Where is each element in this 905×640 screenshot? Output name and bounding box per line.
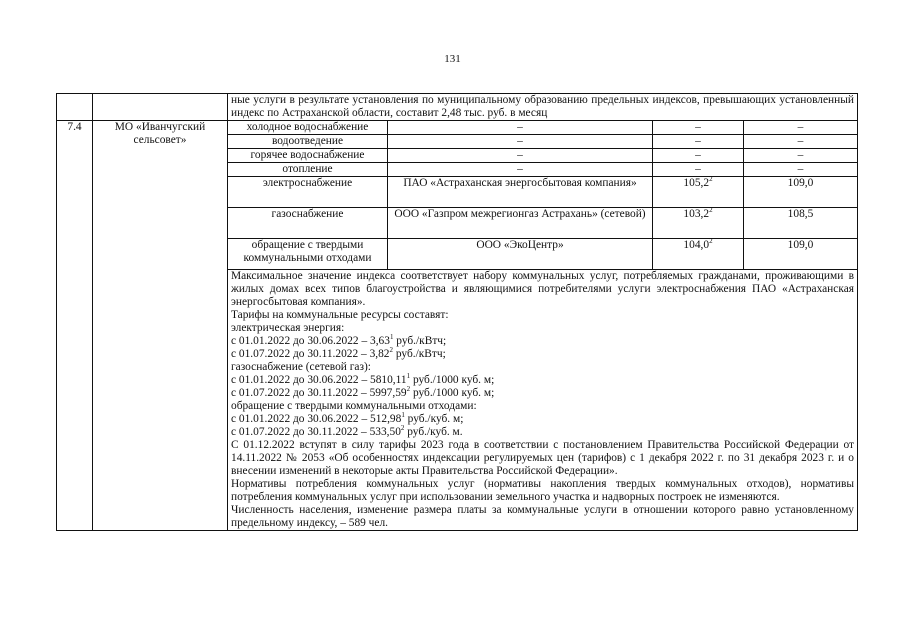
waste-tariff-1: с 01.01.2022 до 30.06.2022 – 512,98 [231,413,402,425]
row-number: 7.4 [57,121,93,531]
service-row [57,121,858,135]
tariff-unit: руб./1000 куб. м; [410,374,495,386]
service-index-2022-cell [653,177,744,208]
tariff-table [56,93,858,531]
electricity-heading: электрическая энергия: [231,322,345,334]
population-paragraph: Численность населения, изменение размера платы за коммунальные услуги в отношении которого равно установленному предельному индексу, – 589 чел. [231,504,854,529]
municipality-name: МО «Иванчугский сельсовет» [93,121,228,531]
waste-heading: обращение с твердыми коммунальными отходами: [231,400,477,412]
empty-number-cell [57,94,93,121]
footnote-mark: 2 [389,346,394,355]
footnote-mark: 2 [709,237,713,246]
service-index-2022: – [653,149,744,163]
service-name: электроснабжение [228,177,388,208]
gas-tariff-1: с 01.01.2022 до 30.06.2022 – 5810,11 [231,374,407,386]
tariffs-2023-paragraph: С 01.12.2022 вступят в силу тарифы 2023 года в соответствии с постановлением Правительства Российской Федерации от 14.11.2022 № 2053 «Об особенностях индексации регулируемых цен (тарифов) с 1 декабря 2022 г. по 31 декабря 2023 г. и о внесении изменений в некоторые акты Правительства Российской Федерации». [231,439,854,477]
tariff-unit: руб./куб. м. [404,426,463,438]
service-index-2023: – [744,149,858,163]
footnote-mark: 2 [400,424,405,433]
gas-tariff-line [231,374,854,387]
service-organization: – [388,163,653,177]
footnote-mark: 1 [389,333,394,342]
footnote-mark: 2 [709,175,713,184]
tariff-unit: руб./кВтч; [393,348,446,360]
service-index-2022-cell [653,208,744,239]
tariff-unit: руб./1000 куб. м; [410,387,495,399]
service-index-2022: 105,2 [683,177,710,189]
footnote-mark: 2 [709,206,713,215]
service-index-2023: – [744,135,858,149]
continuation-row [57,94,858,121]
service-index-2022: – [653,135,744,149]
details-text-block [228,270,858,531]
service-index-2022: 104,0 [683,239,710,251]
service-index-2023: – [744,121,858,135]
service-name: горячее водоснабжение [228,149,388,163]
footnote-mark: 2 [406,385,411,394]
service-index-2023: 108,5 [744,208,858,239]
service-organization: – [388,149,653,163]
service-index-2022: – [653,121,744,135]
electricity-tariff-line [231,335,854,348]
service-organization: ООО «ЭкоЦентр» [388,239,653,270]
continuation-text: ные услуги в результате установления по муниципальному образованию предельных индексов, превышающих установленный индекс по Астраханской области, составит 2,48 тыс. руб. в месяц [228,94,858,121]
max-index-paragraph: Максимальное значение индекса соответствует набору коммунальных услуг, потребляемых гражданами, проживающими в жилых домах всех типов благоустройства и являющимися потребителями услуги электроснабжения ПАО «Астраханская энергосбытовая компания». [231,270,854,308]
service-name: обращение с твердыми коммунальными отходами [228,239,388,270]
electricity-tariff-line [231,348,854,361]
waste-tariff-2: с 01.07.2022 до 30.11.2022 – 533,50 [231,426,401,438]
service-index-2023: 109,0 [744,239,858,270]
gas-tariff-2: с 01.07.2022 до 30.11.2022 – 5997,59 [231,387,407,399]
gas-heading: газоснабжение (сетевой газ): [231,361,371,373]
electricity-tariff-1: с 01.01.2022 до 30.06.2022 – 3,63 [231,335,390,347]
service-organization: – [388,121,653,135]
electricity-tariff-2: с 01.07.2022 до 30.11.2022 – 3,82 [231,348,390,360]
service-index-2023: – [744,163,858,177]
footnote-mark: 1 [401,411,405,420]
service-organization: – [388,135,653,149]
service-index-2022: 103,2 [683,208,710,220]
waste-tariff-line [231,426,854,439]
tariff-unit: руб./куб. м; [404,413,464,425]
empty-municipality-cell [93,94,228,121]
service-index-2023: 109,0 [744,177,858,208]
footnote-mark: 1 [406,372,411,381]
waste-tariff-line [231,413,854,426]
service-index-2022: – [653,163,744,177]
service-name: газоснабжение [228,208,388,239]
tariffs-heading: Тарифы на коммунальные ресурсы составят: [231,309,449,321]
service-index-2022-cell [653,239,744,270]
gas-tariff-line [231,387,854,400]
norms-paragraph: Нормативы потребления коммунальных услуг (нормативы накопления твердых коммунальных отходов), нормативы потребления коммунальных услуг при использовании земельного участка и надворных построек не изменяются. [231,478,854,503]
service-name: водоотведение [228,135,388,149]
page-number: 131 [444,53,461,65]
service-name: отопление [228,163,388,177]
service-organization: ООО «Газпром межрегионгаз Астрахань» (сетевой) [388,208,653,239]
tariff-unit: руб./кВтч; [393,335,447,347]
service-organization: ПАО «Астраханская энергосбытовая компания» [388,177,653,208]
service-name: холодное водоснабжение [228,121,388,135]
